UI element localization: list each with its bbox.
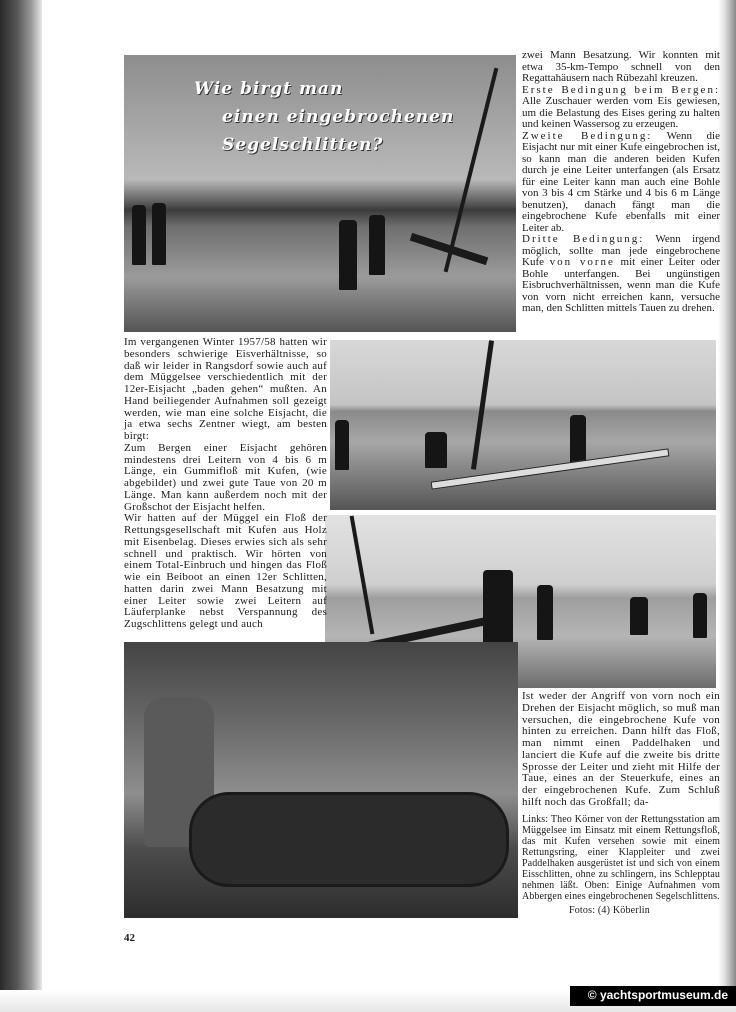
page-edge-shadow	[718, 0, 736, 1012]
mast	[350, 516, 375, 635]
paragraph-text: Alle Zuschauer werden vom Eis gewiesen, um die Belastung des Eises gering zu halten und keinen Wassersog zu erzeugen.	[522, 95, 720, 130]
emphasis: von vorne	[549, 256, 615, 268]
lead-in: Zweite Bedingung:	[522, 129, 653, 142]
person	[693, 593, 707, 638]
book-binding-shadow	[0, 0, 42, 1012]
paragraph: Ist weder der Angriff von vorn noch ein Drehen der Eisjacht möglich, so muß man versuchen, die eingebrochene Kufe von hinten zu erreichen. Dann hilft das Floß, man nimmt einen Paddelhaken und lanciert die Kufe auf die zweite bis dritte Sprosse der Leiter und zieht mit Hilfe der Taue, eines an der Steuerkufe, eines an der eingebrochenen Kufe. Zum Schluß hilft noch das Großfall; da-	[522, 690, 720, 808]
person	[630, 597, 648, 635]
caption-text: Links: Theo Körner von der Rettungsstation am Müggelsee im Einsatz mit einem Rettungsfloß, das mit Kufen versehen sowie mit einem Rettungsring, einer Klappleiter und zwei Paddelhaken ausgerüstet ist und sich von einem Eisschlitten, ohne zu schlingern, ins Schlepptau nehmen läßt. Oben: Einige Aufnahmen vom Abbergen eines eingebrochenen Segelschlittens.	[522, 814, 720, 902]
ice-yacht-hull	[431, 448, 670, 489]
title-line-1: Wie birgt man	[194, 79, 344, 99]
paragraph	[522, 131, 720, 235]
right-column-bottom-text	[522, 691, 720, 809]
photo-ice-yacht-broken-through	[124, 55, 516, 332]
lead-in: Dritte Bedingung:	[522, 233, 645, 245]
person	[339, 220, 357, 290]
rubber-raft	[189, 792, 509, 887]
person	[335, 420, 349, 470]
photo-rescue-raft	[124, 642, 518, 918]
paragraph	[522, 85, 720, 131]
person	[537, 585, 553, 640]
person	[152, 203, 166, 265]
lead-in: Erste Bedingung beim Bergen:	[522, 83, 720, 96]
photo-caption	[522, 814, 720, 902]
paragraph-text: Wenn irgend möglich, sollte man jede eingebrochene Kufe	[522, 233, 720, 268]
paragraph-text: mit einer Leiter oder Bohle unterfangen. Bei ungünstigen Eisbruchverhältnissen, wenn man die Kufe von vorn nicht erreichen kann, versuche man, den Schlitten mittels Tauen zu drehen.	[522, 256, 720, 314]
paragraph: Zum Bergen einer Eisjacht gehören mindestens drei Leitern von 4 bis 6 m Länge, ein Gummifloß mit Kufen, (wie abgebildet) und zwei gute Taue von 20 m Länge. Man kann außerdem noch mit der Großschot der Eisjacht helfen.	[124, 441, 327, 513]
photo-credit: Fotos: (4) Köberlin	[568, 905, 650, 916]
person	[132, 205, 146, 265]
article-title	[194, 75, 516, 159]
photo-ladders-under-runners	[330, 340, 716, 510]
paragraph-text: Wenn die Eisjacht nur mit einer Kufe eingebrochen ist, so kann man die anderen beiden Kufen durch je eine Leiter unterfangen (als Ersatz für eine Leiter kann man auch eine Bohle von 3 bis 4 cm Stärke und 4 bis 6 m Länge benutzen), danach fängt man die eingebrochene Kufe ebenfalls mit einer Leiter ab.	[522, 129, 720, 234]
paragraph	[522, 234, 720, 315]
mast	[471, 340, 494, 469]
paragraph: Wir hatten auf der Müggel ein Floß der Rettungsgesellschaft mit Kufen aus Holz mit Eisenbelag. Dieses erwies sich als sehr schnell und praktisch. Wir hörten von einem Total-Einbruch und hingen das Floß wie ein Beiboot an einen 12er Schlitten, hatten darin zwei Mann Besatzung mit einer Leiter sowie zwei Leitern auf Läuferplanke nebst Verspannung des Zugschlittens gelegt und auch	[124, 512, 327, 630]
person	[570, 415, 586, 463]
person	[425, 432, 447, 468]
title-line-2: einen eingebrochenen Segelschlitten?	[222, 107, 455, 155]
paragraph: Im vergangenen Winter 1957/58 hatten wir besonders schwierige Eisverhältnisse, so daß wir leider in Rangsdorf sowie auch auf dem Müggelsee verschiedentlich mit der 12er-Eisjacht „baden gehen“ mußten. An Hand beiliegender Aufnahmen soll gezeigt werden, wie man eine solche Eisjacht, die ja etwa sechs Zentner wiegt, am besten birgt:	[124, 336, 327, 442]
paragraph: zwei Mann Besatzung. Wir konnten mit etwa 35-km-Tempo schnell von den Regattahäusern nach Rübezahl kreuzen.	[522, 49, 720, 84]
right-column-top-text	[522, 50, 720, 315]
page-number: 42	[124, 932, 135, 944]
person	[369, 215, 385, 275]
left-column-text	[124, 337, 327, 631]
watermark: © yachtsportmuseum.de	[570, 986, 736, 1006]
